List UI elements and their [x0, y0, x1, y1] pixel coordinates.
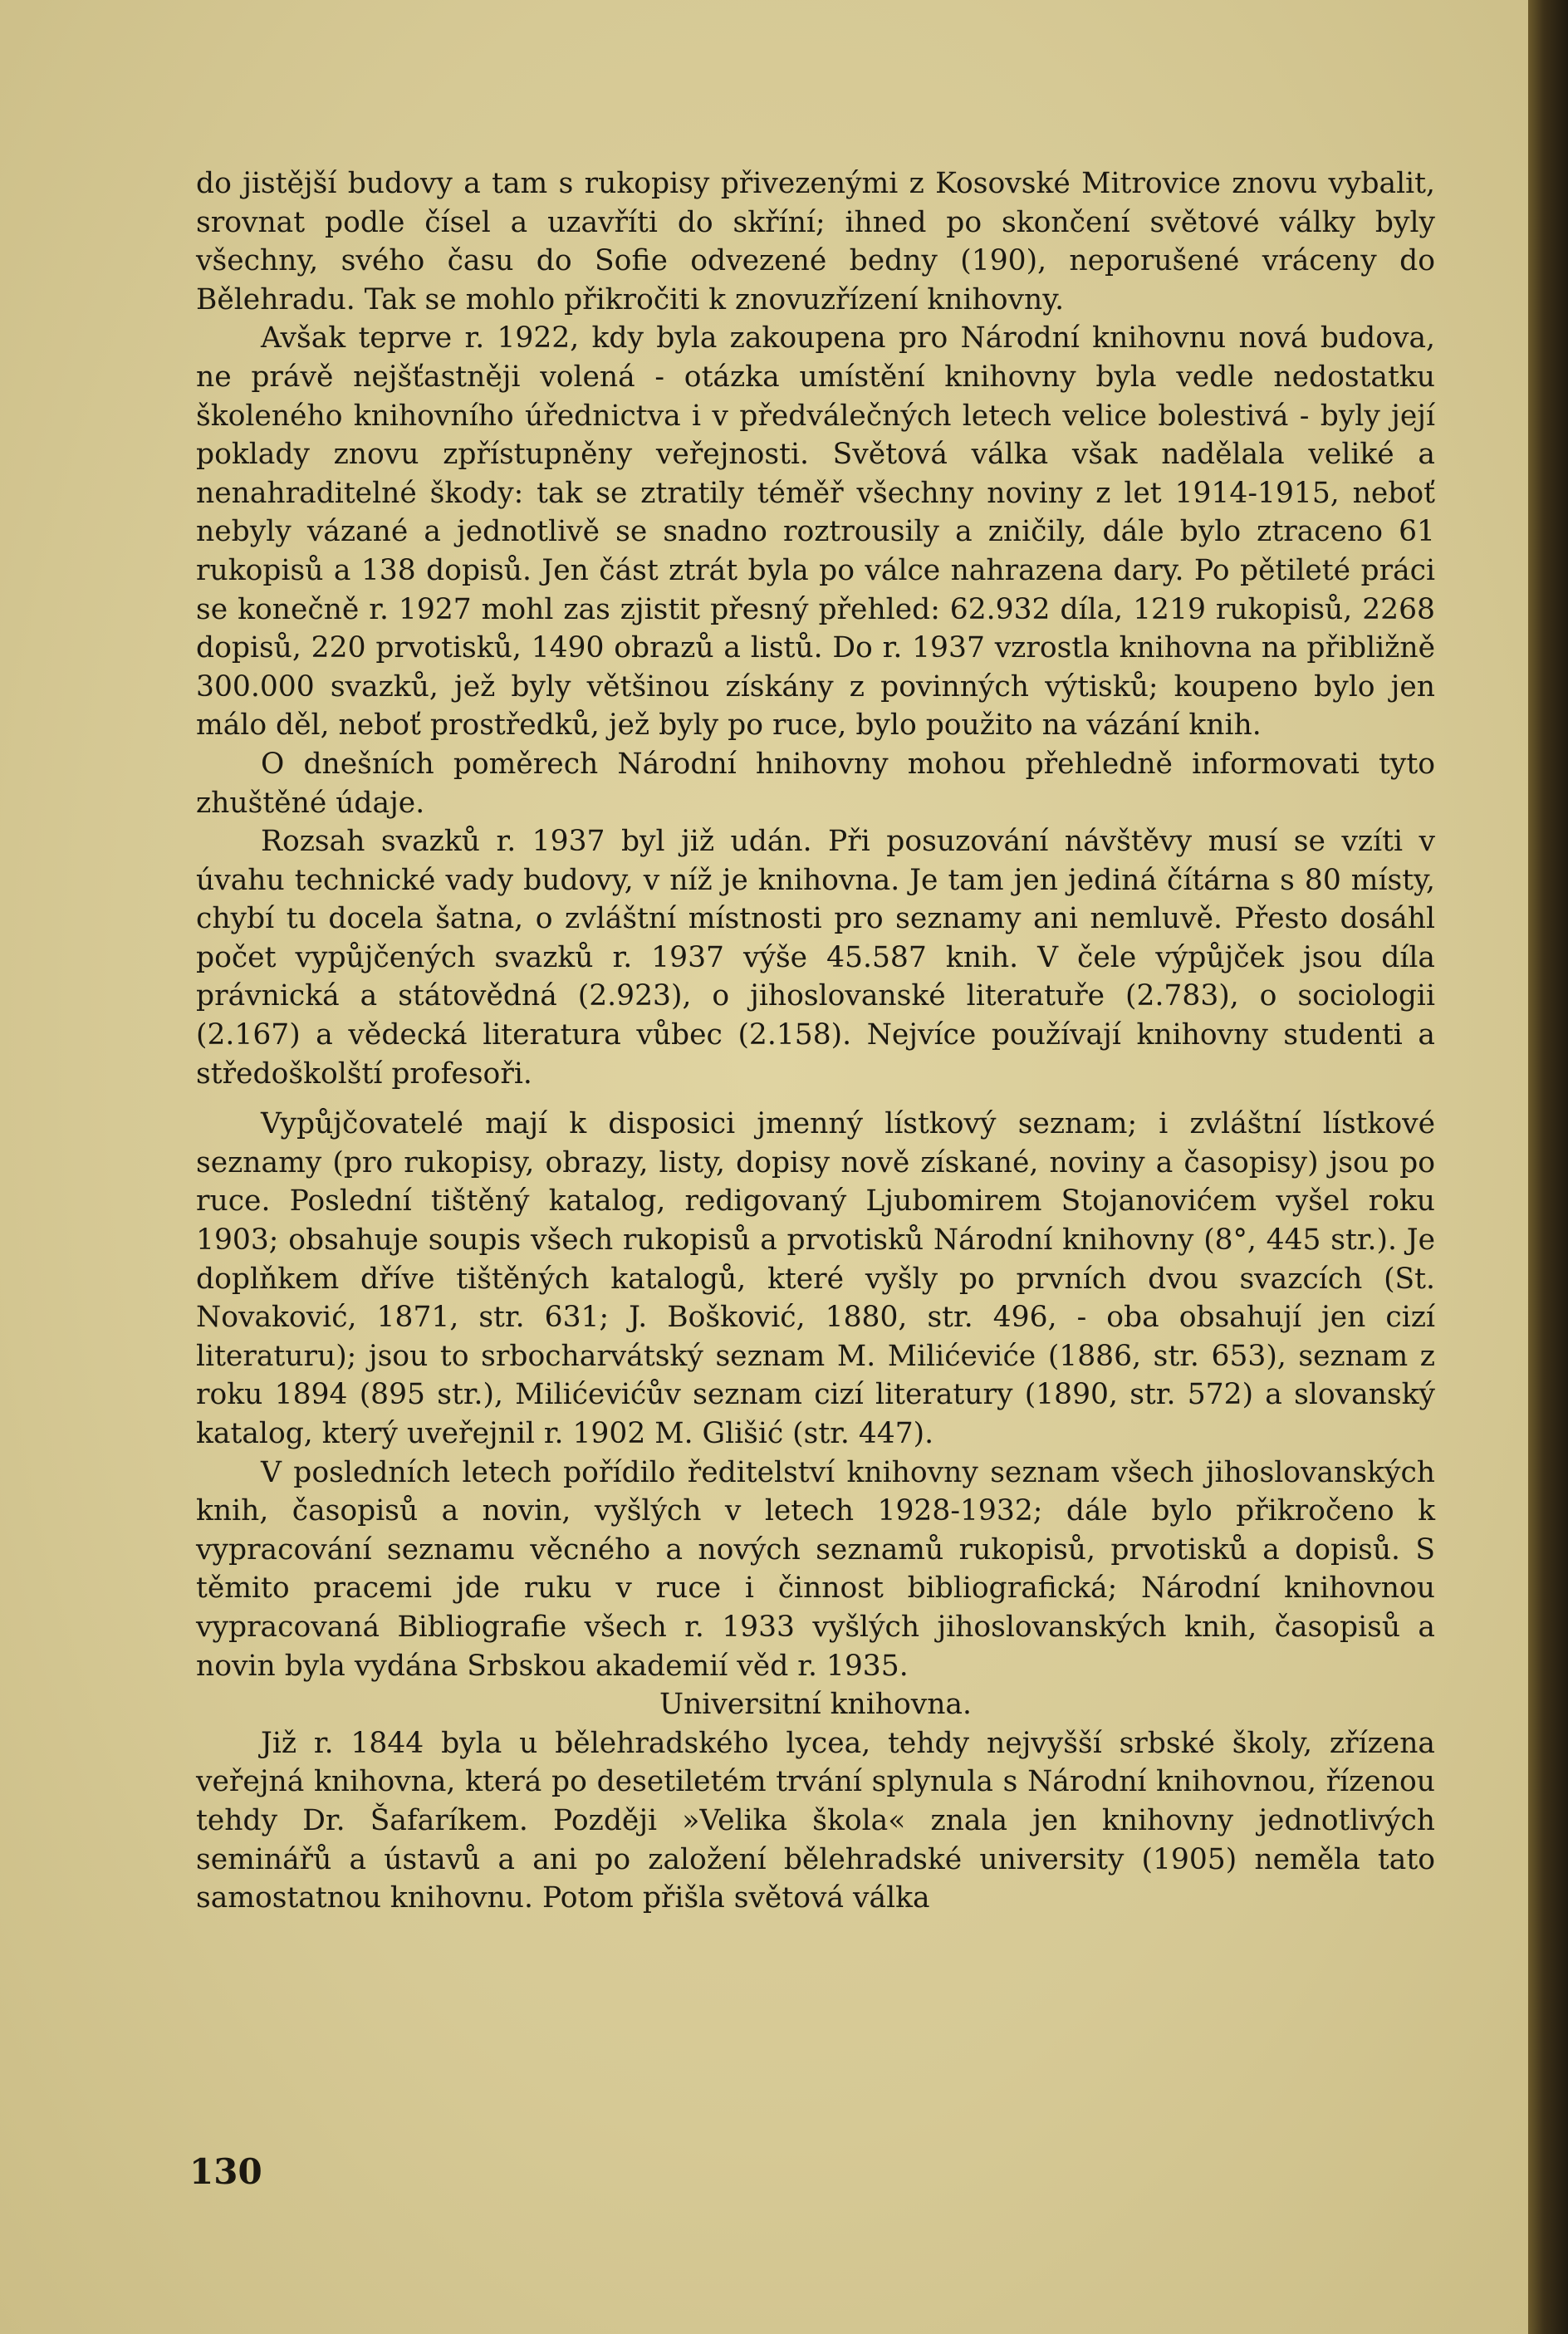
paragraph-university-library: Již r. 1844 byla u bělehradského lycea, tehdy nejvyšší srbské školy, zřízena veřejná knihovna, která po desetiletém trvání splynula s Národní knihovnou, řízenou tehdy Dr. Šafaríkem. Později »Velika škola« znala jen knihovny jednotlivých seminářů a ústavů a ani po založení bělehradské university (1905) neměla tato samostatnou knihovnu. Potom přišla světová válka [196, 1726, 1435, 1915]
paragraph-volumes-usage: Rozsah svazků r. 1937 byl již udán. Při posuzování návštěvy musí se vzíti v úvahu technické vady budovy, v níž je knihovna. Je tam jen jediná čítárna s 80 místy, chybí tu docela šatna, o zvláštní místnosti pro seznamy ani nemluvě. Přesto dosáhl počet vypůjčených svazků r. 1937 výše 45.587 knih. V čele výpůjček jsou díla právnická a státovědná (2.923), o jihoslovanské literatuře (2.783), o sociologii (2.167) a vědecká literatura vůbec (2.158). Nejvíce používají knihovny studenti a středoškolští profesoři. [196, 825, 1435, 1091]
book-spine-edge [1528, 0, 1568, 2334]
section-heading: Universitní knihovna. [659, 1688, 972, 1722]
paragraph-continuation: do jistější budovy a tam s rukopisy přivezenými z Kosovské Mitrovice znovu vybalit, srovnat podle čísel a uzavříti do skříní; ihned po skončení světové války byly všechny, svého času do Sofie odvezené bedny (190), neporušené vráceny do Bělehradu. Tak se mohlo přikročiti k znovuzřízení knihovny. [196, 167, 1435, 316]
body-text [196, 164, 1435, 1918]
paragraph-current-state: O dnešních poměrech Národní hnihovny mohou přehledně informovati tyto zhuštěné údaje. [196, 747, 1435, 820]
paragraph-national-library-building: Avšak teprve r. 1922, kdy byla zakoupena pro Národní knihovnu nová budova, ne právě nejšťastněji volená - otázka umístění knihovny byla vedle nedostatku školeného knihovního úřednictva i v předválečných letech velice bolestivá - byly její poklady znovu zpřístupněny veřejnosti. Světová válka však nadělala veliké a nenahraditelné škody: tak se ztratily téměř všechny noviny z let 1914-1915, neboť nebyly vázané a jednotlivě se snadno roztrousily a zničily, dále bylo ztraceno 61 rukopisů a 138 dopisů. Jen část ztrát byla po válce nahrazena dary. Po pětileté práci se konečně r. 1927 mohl zas zjistit přesný přehled: 62.932 díla, 1219 rukopisů, 2268 dopisů, 220 prvotisků, 1490 obrazů a listů. Do r. 1937 vzrostla knihovna na přibližně 300.000 svazků, jež byly většinou získány z povinných výtisků; koupeno bylo jen málo děl, neboť prostředků, jež byly po ruce, bylo použito na vázání knih. [196, 321, 1435, 743]
paragraph-catalogs: Vypůjčovatelé mají k disposici jmenný lístkový seznam; i zvláštní lístkové seznamy (pro rukopisy, obrazy, listy, dopisy nově získané, noviny a časopisy) jsou po ruce. Poslední tištěný katalog, redigovaný Ljubomirem Stojanovićem vyšel roku 1903; obsahuje soupis všech rukopisů a prvotisků Národní knihovny (8°, 445 str.). Je doplňkem dříve tištěných katalogů, které vyšly po prvních dvou svazcích (St. Novaković, 1871, str. 631; J. Bošković, 1880, str. 496, - oba obsahují jen cizí literaturu); jsou to srbocharvátský seznam M. Milićeviće (1886, str. 653), seznam z roku 1894 (895 str.), Milićevićův seznam cizí literatury (1890, str. 572) a slovanský katalog, který uveřejnil r. 1902 M. Glišić (str. 447). [196, 1107, 1435, 1450]
paragraph-bibliography: V posledních letech pořídilo ředitelství knihovny seznam všech jihoslovanských knih, časopisů a novin, vyšlých v letech 1928-1932; dále bylo přikročeno k vypracování seznamu věcného a nových seznamů rukopisů, prvotisků a dopisů. S těmito pracemi jde ruku v ruce i činnost bibliografická; Národní knihovnou vypracovaná Bibliografie všech r. 1933 vyšlých jihoslovanských knih, časopisů a novin byla vydána Srbskou akademií věd r. 1935. [196, 1455, 1435, 1683]
page-number: 130 [189, 2151, 262, 2192]
